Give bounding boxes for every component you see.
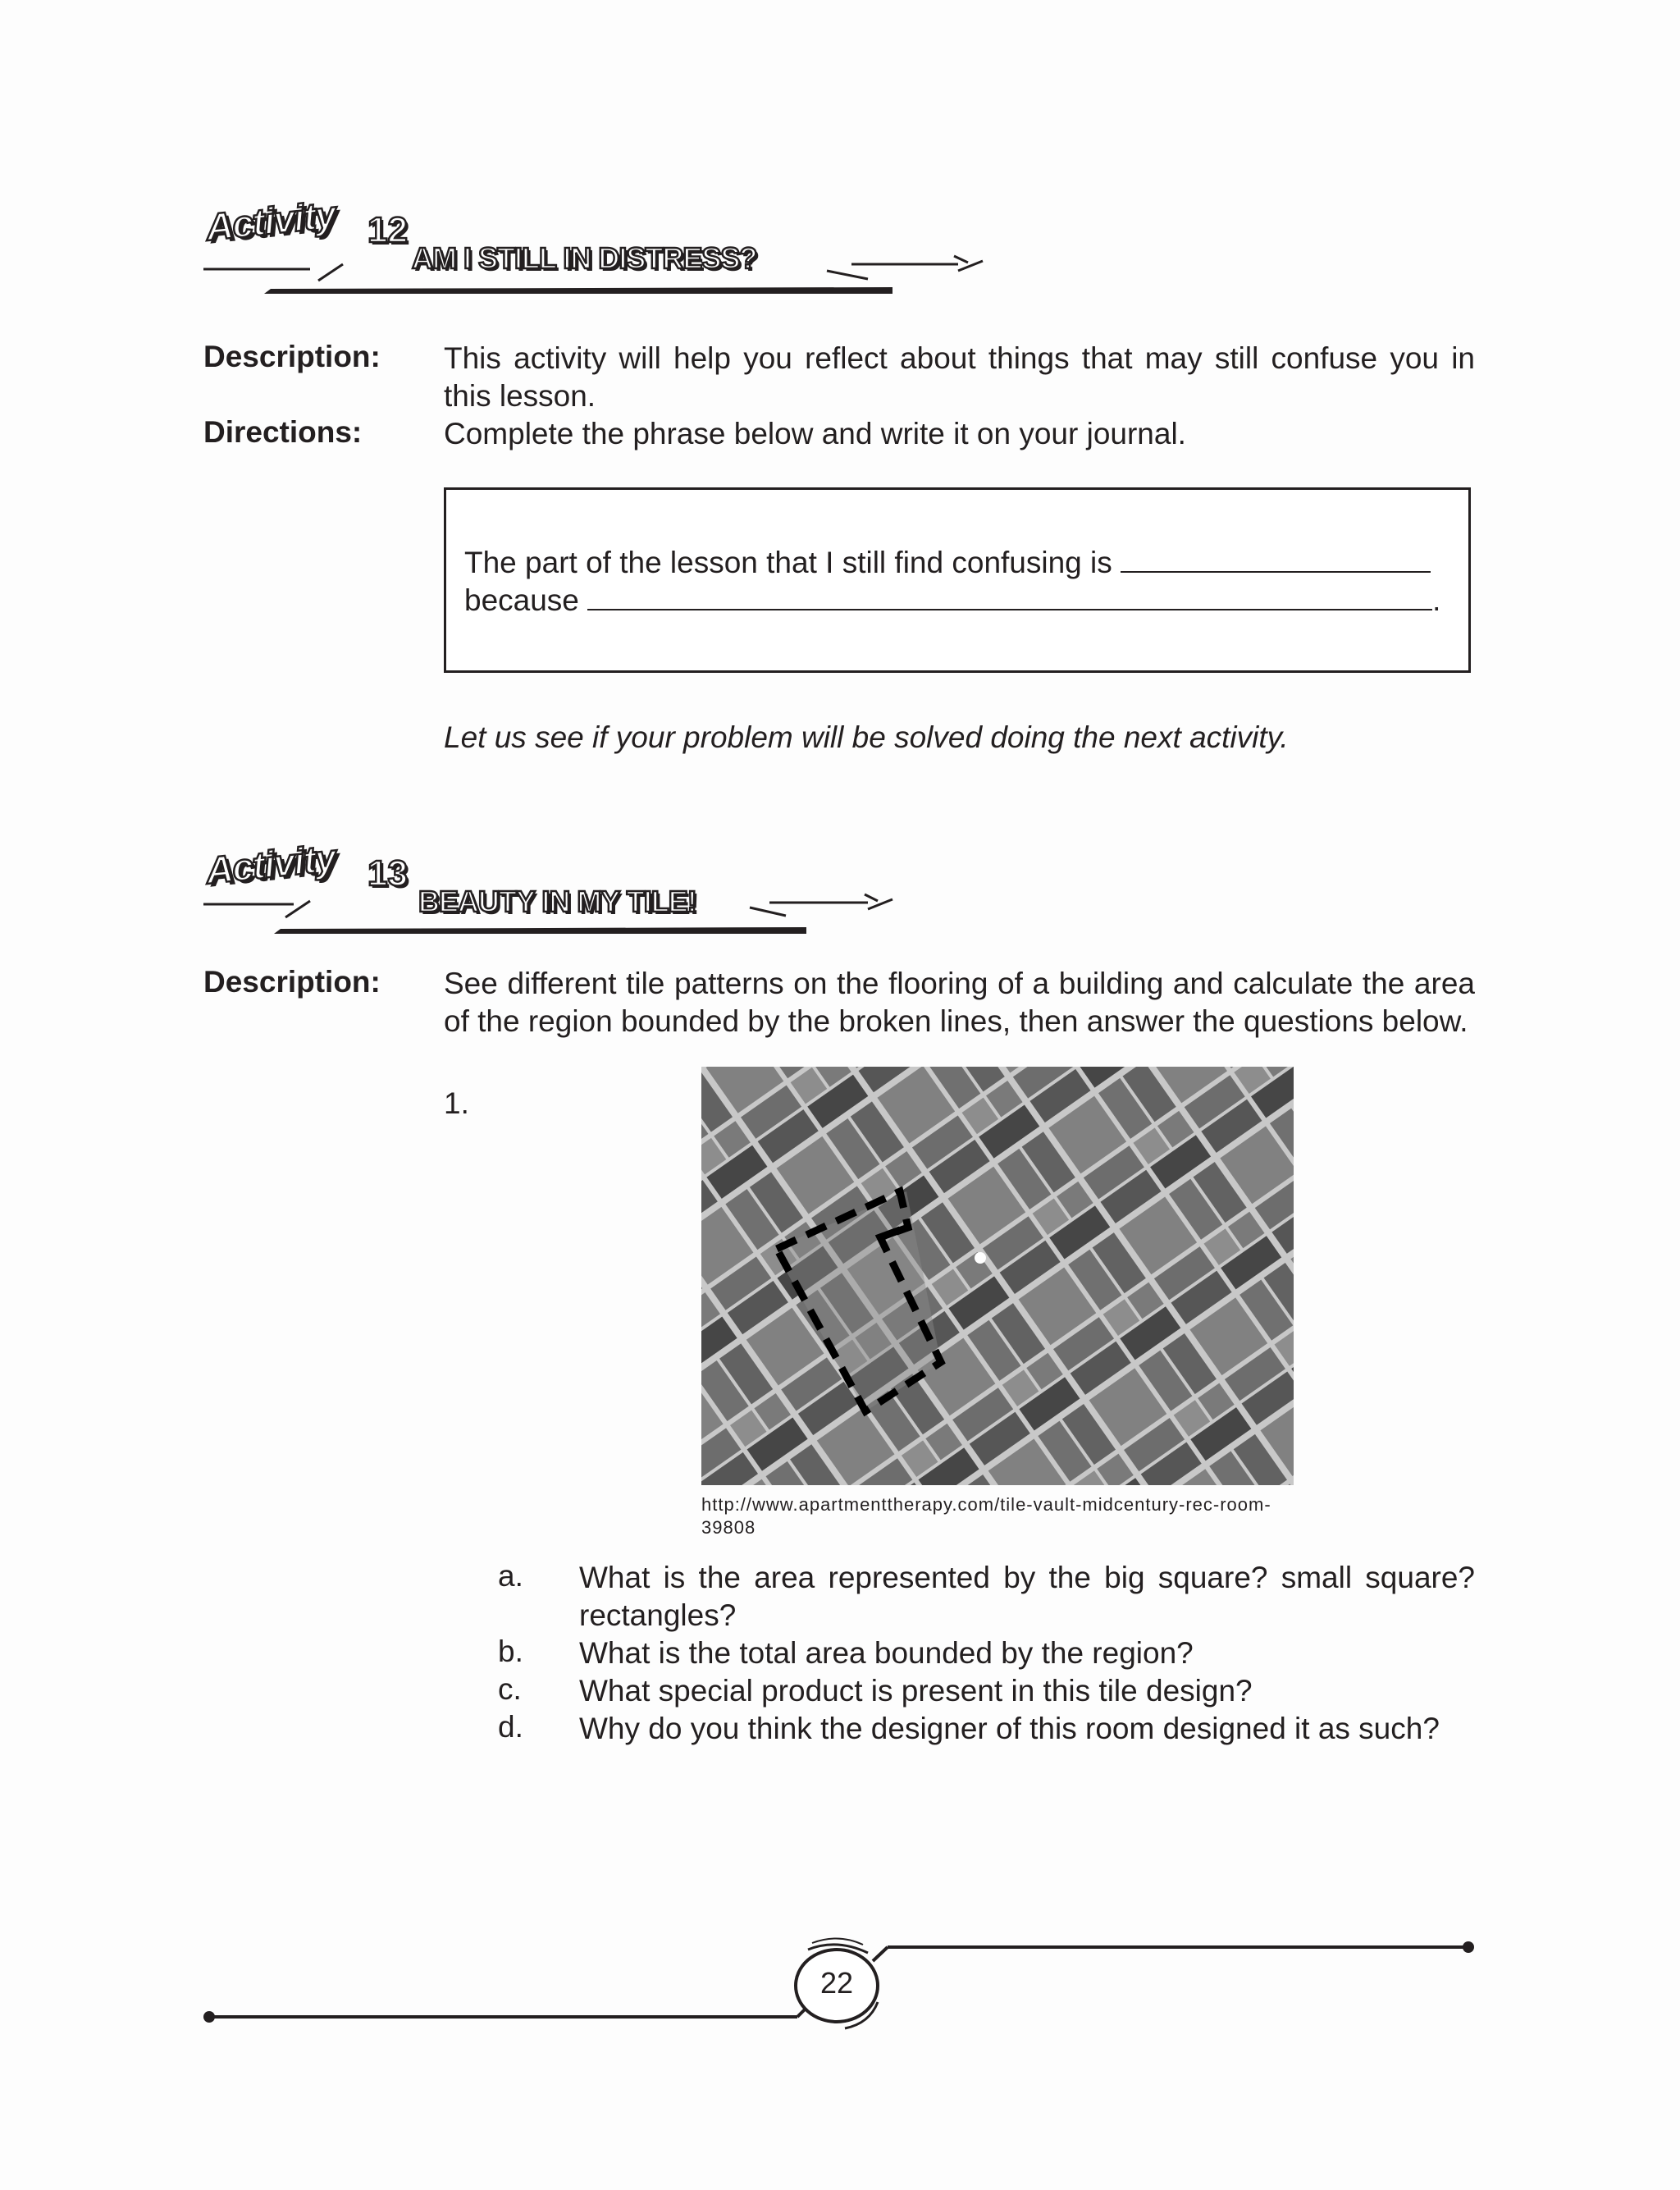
question-d-letter: d. — [498, 1710, 523, 1744]
phrase-box — [444, 487, 1471, 673]
activity-12-title: AM I STILL IN DISTRESS? — [412, 241, 757, 275]
tile-pattern-image — [701, 1067, 1294, 1485]
activity-13-title: BEAUTY IN MY TILE! — [418, 885, 696, 918]
activity-12-header — [203, 192, 991, 295]
phrase-end-period: . — [1432, 583, 1441, 617]
question-a-text: What is the area represented by the big square? small square? rectangles? — [579, 1561, 1475, 1632]
activity-13-number: 13 — [368, 853, 408, 894]
activity-12-description: This activity will help you reflect about things that may still confuse you in this lesson. — [444, 341, 1475, 413]
activity-13-header — [203, 835, 909, 939]
activity-12-description-label: Description: — [203, 340, 381, 373]
activity-13-description-label: Description: — [203, 965, 381, 999]
item-number: 1. — [444, 1086, 469, 1120]
tile-pattern-drawing — [701, 1067, 1294, 1485]
activity-12-note: Let us see if your problem will be solved doing the next activity. — [444, 720, 1289, 754]
page-number: 22 — [819, 1966, 854, 2000]
question-d-text: Why do you think the designer of this room designed it as such? — [579, 1712, 1440, 1745]
activity-12-number: 12 — [368, 210, 408, 250]
question-a-letter: a. — [498, 1559, 523, 1593]
activity-13-description: See different tile patterns on the flooring of a building and calculate the area of the region bounded by the broken lines, then answer the questions below. — [444, 967, 1475, 1038]
activity-12-directions: Complete the phrase below and write it on your journal. — [444, 417, 1186, 450]
activity-13-word: Activity — [203, 835, 338, 893]
confusing-topic-blank[interactable] — [1121, 546, 1431, 573]
reason-blank[interactable] — [587, 584, 1432, 610]
question-b-letter: b. — [498, 1634, 523, 1668]
image-caption: http://www.apartmenttherapy.com/tile-vault-midcentury-rec-room-39808 — [701, 1494, 1271, 1538]
phrase-line-1-text: The part of the lesson that I still find confusing is — [464, 546, 1112, 579]
activity-12-directions-label: Directions: — [203, 415, 363, 449]
activity-12-word: Activity — [203, 192, 338, 249]
phrase-line-2 — [464, 583, 1440, 618]
question-b-text: What is the total area bounded by the region? — [579, 1636, 1194, 1670]
phrase-line-2-text: because — [464, 583, 579, 617]
question-c-text: What special product is present in this tile design? — [579, 1674, 1253, 1708]
phrase-line-1 — [464, 546, 1431, 580]
question-c-letter: c. — [498, 1672, 522, 1706]
